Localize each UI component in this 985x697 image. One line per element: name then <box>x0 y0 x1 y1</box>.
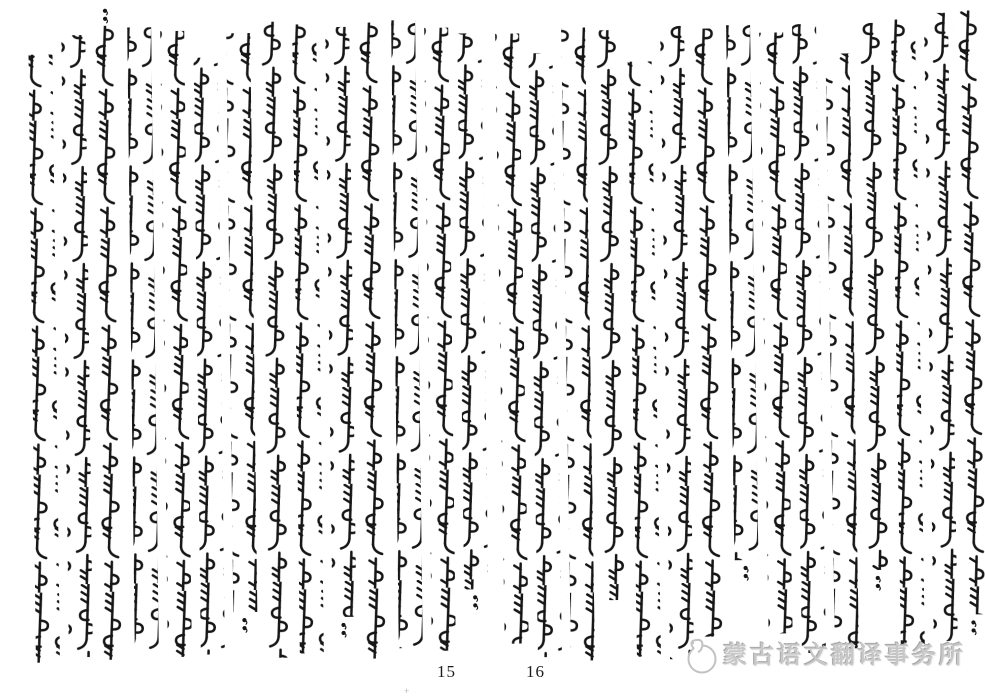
script-column <box>495 34 529 644</box>
mongolian-quote-mark <box>876 576 881 591</box>
script-column <box>594 30 627 600</box>
script-column <box>726 25 758 560</box>
mongolian-quote-mark <box>103 9 108 24</box>
page-number-left: 15 <box>437 662 456 681</box>
script-column <box>391 20 423 648</box>
script-column <box>792 24 826 653</box>
script-column <box>259 22 291 658</box>
scan-artifact-dot: + <box>404 686 410 696</box>
script-column <box>226 33 257 612</box>
script-column <box>127 27 159 649</box>
script-column <box>924 13 958 641</box>
script-column <box>561 27 595 660</box>
script-column <box>94 26 126 660</box>
watermark-text: 蒙古语文翻译事务所 <box>723 642 966 669</box>
page-right-script-block <box>495 10 985 661</box>
page-number-right: 16 <box>526 662 545 681</box>
script-column <box>325 27 356 617</box>
script-column <box>292 24 324 653</box>
script-column <box>759 32 792 633</box>
script-column <box>194 57 225 654</box>
script-column <box>424 28 456 651</box>
script-column <box>660 26 694 659</box>
mongolian-quote-mark <box>242 618 247 633</box>
mongolian-quote-mark <box>473 595 478 610</box>
script-column <box>628 61 661 656</box>
mongolian-quote-mark <box>743 566 748 581</box>
script-column <box>858 23 891 570</box>
script-column <box>528 53 561 657</box>
script-column <box>693 28 727 636</box>
script-column <box>826 53 859 648</box>
script-column <box>358 22 390 658</box>
script-column <box>891 19 925 647</box>
mongolian-quote-mark <box>341 623 346 638</box>
script-column <box>28 54 59 662</box>
script-column <box>160 31 192 657</box>
script-column <box>457 33 488 589</box>
script-column <box>953 10 985 614</box>
mongolian-quote-mark <box>971 620 976 635</box>
script-column <box>61 35 93 657</box>
page-left-script-block <box>28 4 489 663</box>
